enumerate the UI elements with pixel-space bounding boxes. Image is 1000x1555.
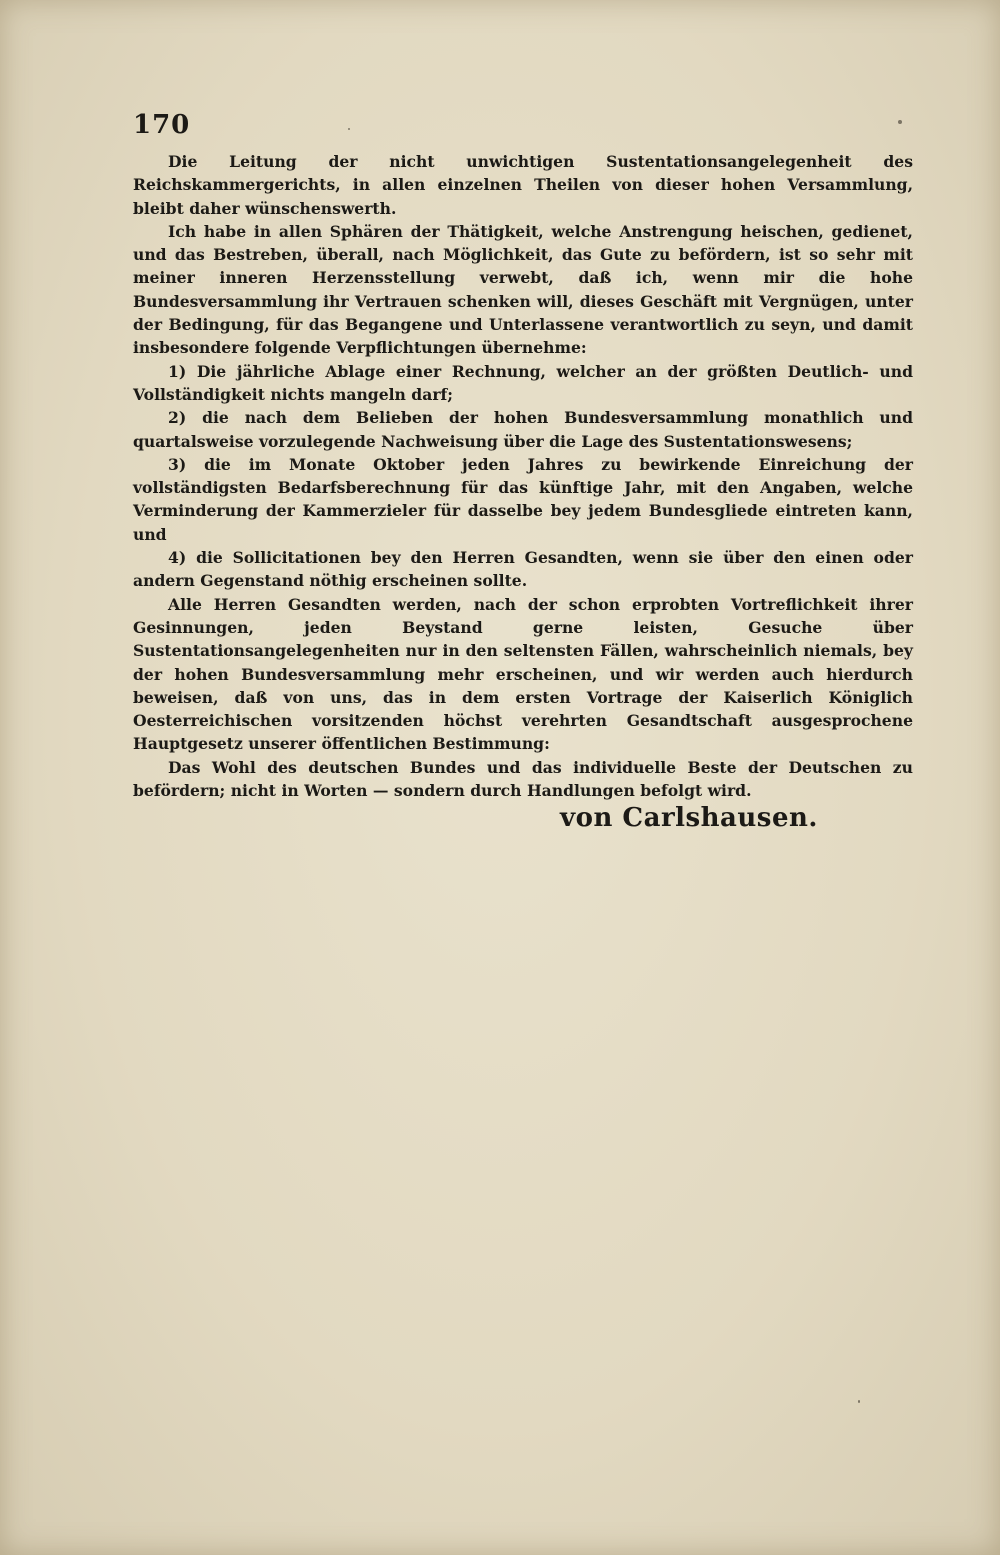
body-text [133,150,913,802]
paper-speck [898,120,902,124]
list-item: 3) die im Monate Oktober jeden Jahres zu bewirkende Einreichung der vollständigsten Bedarfsberechnung für das künftige Jahr, mit den Angaben, welche Verminderung der Kammerzieler für dasselbe bey jedem Bundesgliede eintreten kann, und [133,454,913,544]
signature: von Carlshausen. [560,803,818,833]
paper-speck [858,1400,860,1403]
list-item: 1) Die jährliche Ablage einer Rechnung, welcher an der größten Deutlich- und Vollständigkeit nichts mangeln darf; [133,361,913,404]
paragraph: Die Leitung der nicht unwichtigen Sustentationsangelegenheit des Reichskammergerichts, in allen einzelnen Theilen von dieser hohen Versammlung, bleibt daher wünschenswerth. [133,152,913,218]
paragraph: Alle Herren Gesandten werden, nach der schon erprobten Vortreflichkeit ihrer Gesinnungen, jeden Beystand gerne leisten, Gesuche über Sustentationsangelegenheiten nur in den seltensten Fällen, wahrscheinlich niemals, bey der hohen Bundesversammlung mehr erscheinen, und wir werden auch hierdurch beweisen, daß von uns, das in dem ersten Vortrage der Kaiserlich Königlich Oesterreichischen vorsitzenden höchst verehrten Gesandtschaft ausgesprochene Hauptgesetz unserer öffentlichen Bestimmung: [133,594,913,754]
paragraph: Ich habe in allen Sphären der Thätigkeit, welche Anstrengung heischen, gedienet, und das Bestreben, überall, nach Möglichkeit, das Gute zu befördern, ist so sehr mit meiner inneren Herzensstellung verwebt, daß ich, wenn mir die hohe Bundesversammlung ihr Vertrauen schenken will, dieses Geschäft mit Vergnügen, unter der Bedingung, für das Begangene und Unterlassene verantwortlich zu seyn, und damit insbesondere folgende Verpflichtungen übernehme: [133,221,913,358]
paper-speck [348,128,350,130]
list-item: 2) die nach dem Belieben der hohen Bundesversammlung monathlich und quartalsweise vorzulegende Nachweisung über die Lage des Sustentationswesens; [133,408,913,451]
paragraph: Das Wohl des deutschen Bundes und das individuelle Beste der Deutschen zu befördern; nicht in Worten — sondern durch Handlungen befolgt wird. [133,757,913,801]
page-number: 170 [133,110,191,140]
list-item: 4) die Sollicitationen bey den Herren Gesandten, wenn sie über den einen oder andern Gegenstand nöthig erscheinen sollte. [133,548,913,591]
